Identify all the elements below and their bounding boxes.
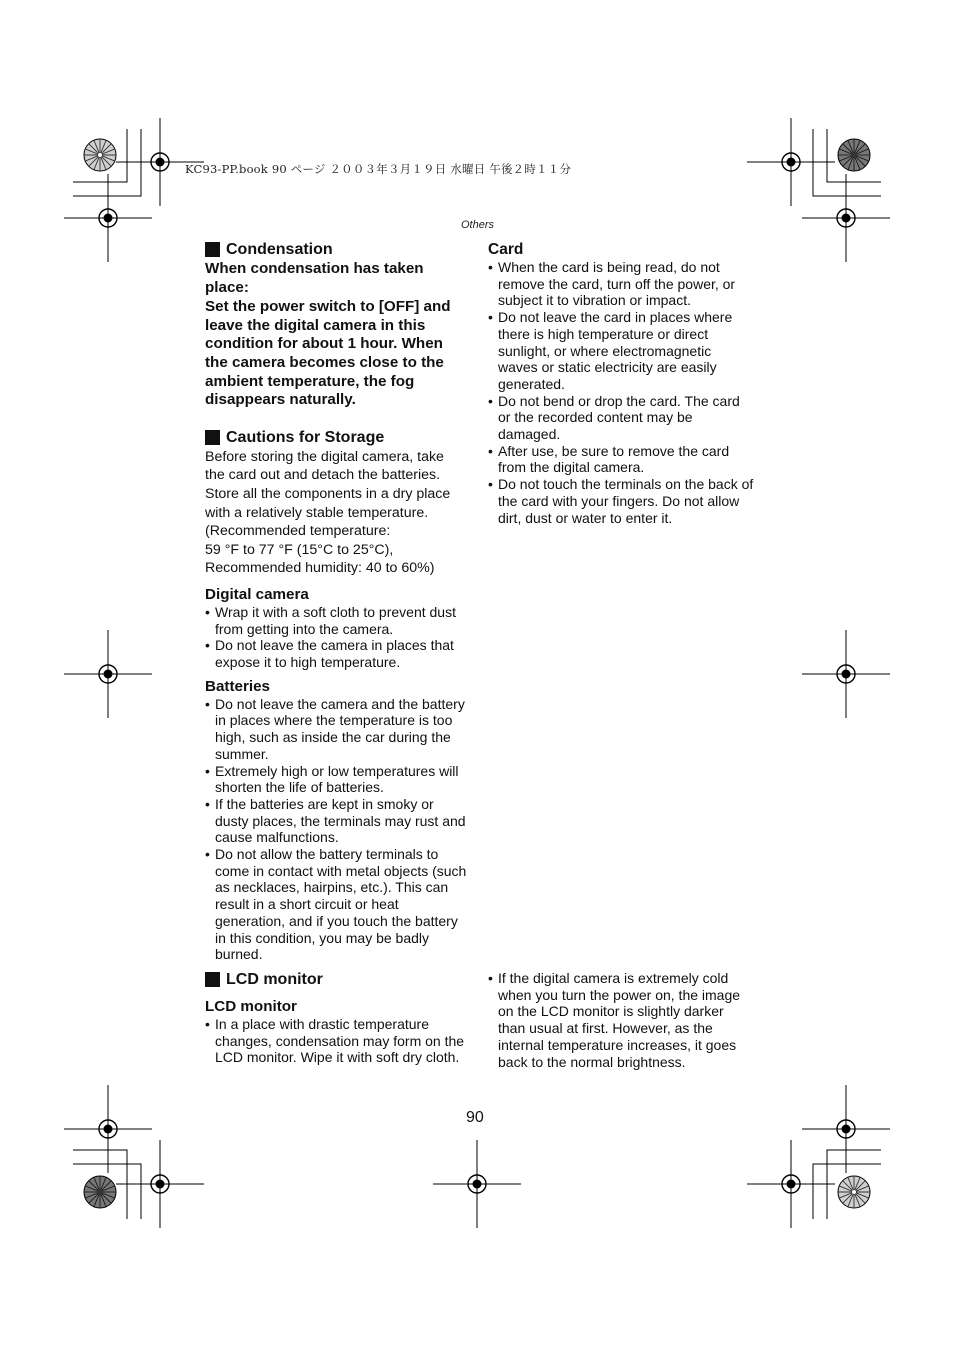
- right-column: [488, 240, 754, 526]
- condensation-instruction: Set the power switch to [OFF] and leave the digital camera in this condition for about 1 hour. When the camera becomes close to the ambient temperature, the fog disappears naturally.: [205, 298, 451, 409]
- list-item: • Do not leave the card in places where there is high temperature or direct sunlight, or where electromagnetic waves or static electricity are easily generated.: [488, 309, 754, 393]
- list-item: • If the digital camera is extremely cold when you turn the power on, the image on the LCD monitor is slightly darker than usual at first. However, as the internal temperature increases, it goes back to the normal brightness.: [488, 970, 754, 1070]
- square-bullet-icon: [205, 242, 220, 257]
- storage-intro-line: with a relatively stable temperature.: [205, 504, 429, 521]
- list-item: • In a place with drastic temperature changes, condensation may form on the LCD monitor. Wipe it with soft dry cloth.: [205, 1016, 467, 1066]
- list-item: • Extremely high or low temperatures will shorten the life of batteries.: [205, 763, 467, 796]
- batteries-heading: Batteries: [205, 677, 270, 695]
- digital-camera-heading: Digital camera: [205, 585, 309, 603]
- storage-heading-text: Cautions for Storage: [226, 428, 385, 446]
- square-bullet-icon: [205, 972, 220, 987]
- page-number: 90: [466, 1109, 484, 1126]
- running-head: Others: [461, 219, 495, 231]
- card-heading: Card: [488, 241, 524, 258]
- list-item: • Do not leave the camera and the battery in places where the temperature is too high, such as inside the car during the summer.: [205, 696, 467, 763]
- lcd-heading: [205, 970, 467, 989]
- batteries-list: [205, 696, 467, 963]
- card-list: [488, 259, 754, 526]
- list-item: • Do not allow the battery terminals to come in contact with metal objects (such as necklaces, hairpins, etc.). This can result in a short circuit or heat generation, and if you touch the battery in this condition, you may be badly burned.: [205, 846, 467, 963]
- condensation-lead: When condensation has taken place:: [205, 260, 424, 296]
- list-item: • After use, be sure to remove the card from the digital camera.: [488, 443, 754, 476]
- storage-intro-line: 59 °F to 77 °F (15°C to 25°C),: [205, 541, 394, 558]
- print-slug-line: KC93-PP.book 90 ページ ２００３年３月１９日 水曜日 午後２時１１分: [185, 162, 572, 176]
- storage-intro-line: the card out and detach the batteries.: [205, 467, 441, 484]
- square-bullet-icon: [205, 430, 220, 445]
- list-item: • If the batteries are kept in smoky or dusty places, the terminals may rust and cause malfunctions.: [205, 796, 467, 846]
- list-item: • Do not leave the camera in places that expose it to high temperature.: [205, 637, 467, 670]
- list-item: • Do not touch the terminals on the back of the card with your fingers. Do not allow dirt, dust or water to enter it.: [488, 476, 754, 526]
- storage-heading: [205, 428, 467, 447]
- left-column: [205, 240, 467, 963]
- lcd-heading-text: LCD monitor: [226, 971, 323, 988]
- lcd-list-right: [488, 970, 754, 1070]
- lcd-right-block: [488, 970, 754, 1070]
- storage-intro-line: Store all the components in a dry place: [205, 485, 451, 502]
- list-item: • When the card is being read, do not remove the card, turn off the power, or subject it to vibration or impact.: [488, 259, 754, 309]
- condensation-heading: [205, 240, 467, 259]
- digital-camera-list: [205, 604, 467, 671]
- list-item: • Do not bend or drop the card. The card or the recorded content may be damaged.: [488, 393, 754, 443]
- storage-intro-line: Before storing the digital camera, take: [205, 448, 444, 465]
- storage-intro-line: (Recommended temperature:: [205, 523, 391, 540]
- lcd-list-left: [205, 1016, 467, 1066]
- lcd-sub-heading: LCD monitor: [205, 998, 297, 1015]
- condensation-heading-text: Condensation: [226, 241, 333, 258]
- lcd-left-block: [205, 970, 467, 1066]
- storage-intro-line: Recommended humidity: 40 to 60%): [205, 560, 435, 577]
- storage-intro: [205, 448, 467, 578]
- list-item: • Wrap it with a soft cloth to prevent dust from getting into the camera.: [205, 604, 467, 637]
